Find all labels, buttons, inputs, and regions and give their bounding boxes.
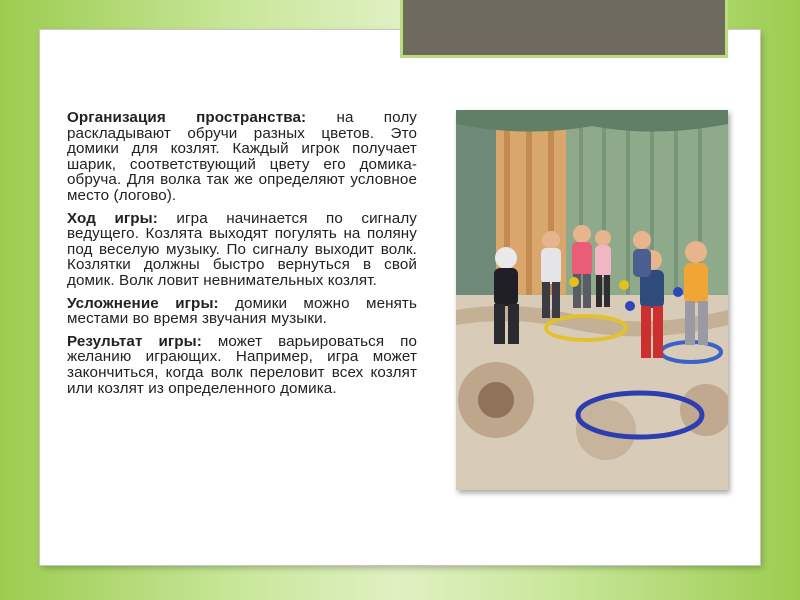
slide-text <box>67 110 417 403</box>
photo-illustration <box>456 110 728 490</box>
paragraph-body: домики можно менять местами во время звучания музыки. <box>67 294 417 328</box>
paragraph-heading: Усложнение игры: <box>67 294 219 312</box>
children-game-photo <box>456 110 728 490</box>
paragraph-body: на полу раскладывают обручи разных цветов. Это домики для козлят. Каждый игрок получает шарик, соответствующий цвету его домика-обруча. Для волка так же определяют условное место (логово). <box>67 109 417 204</box>
paragraph-result <box>67 334 417 396</box>
paragraph-body: может варьироваться по желанию играющих. Например, игра может закончиться, когда волк переловит всех козлят или козлят из определенного домика. <box>67 332 417 397</box>
paragraph-space-organization <box>67 110 417 204</box>
paragraph-heading: Результат игры: <box>67 332 202 350</box>
paragraph-body: игра начинается по сигналу ведущего. Козлята выходят погулять на поляну под веселую музыку. По сигналу выходит волк. Козлятки должны быстро вернуться в свой домик. Волк ловит невнимательных козлят. <box>67 209 417 289</box>
paragraph-complication <box>67 296 417 327</box>
paragraph-heading: Ход игры: <box>67 209 158 227</box>
paragraph-heading: Организация пространства: <box>67 109 307 126</box>
decorative-header-tab <box>400 0 728 58</box>
paragraph-game-flow <box>67 211 417 289</box>
